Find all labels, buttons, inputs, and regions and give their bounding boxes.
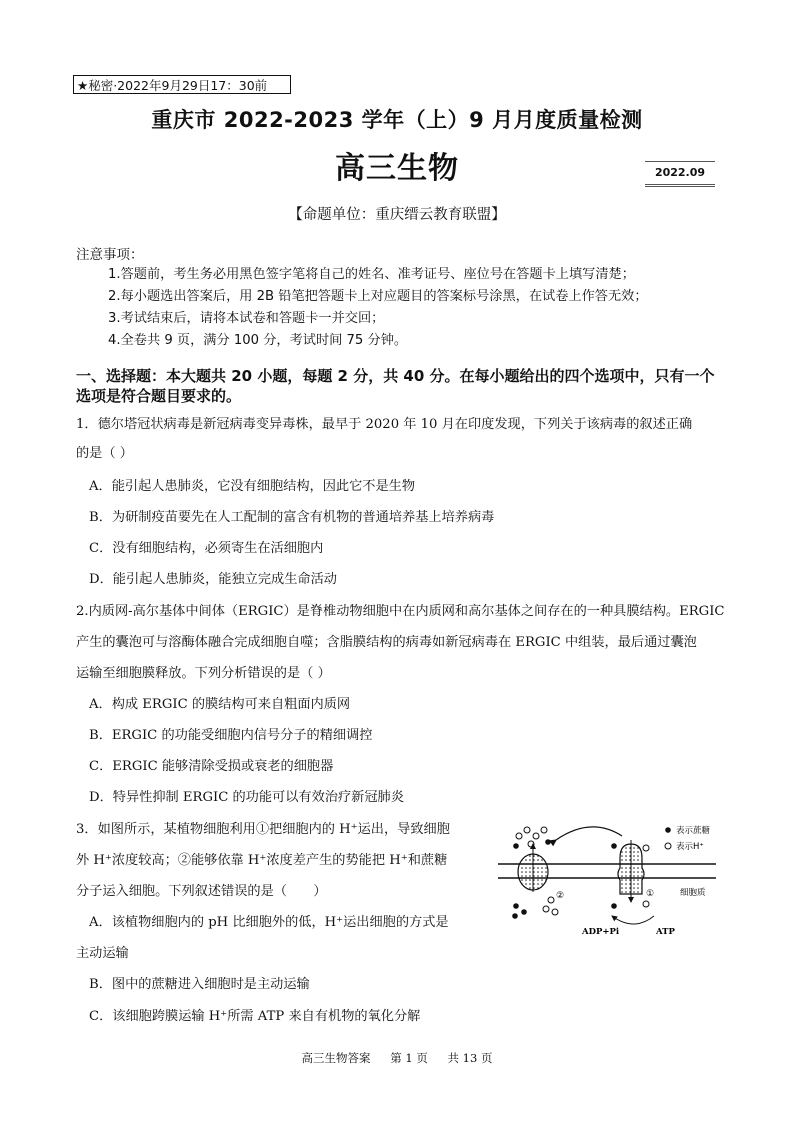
q1-option-a: A．能引起人患肺炎，它没有细胞结构，因此它不是生物: [89, 479, 416, 494]
q1-option-d: D．能引起人患肺炎，能独立完成生命活动: [89, 572, 337, 587]
mark-1-right: ①: [646, 889, 655, 899]
q1-option-c: C．没有细胞结构，必须寄生在活细胞内: [89, 541, 324, 556]
notes-list: [108, 264, 648, 352]
organizer-line: 【命题单位：重庆缙云教育联盟】: [288, 207, 506, 223]
subject-title: 高三生物: [335, 151, 459, 186]
membrane-transport-figure: [496, 822, 718, 940]
q3-option-c: C．该细胞跨膜运输 H⁺所需 ATP 来自有机物的氧化分解: [89, 1009, 421, 1024]
confidential-label: ★秘密·2022年9月29日17：30前: [73, 75, 291, 94]
legend-sucrose-text: 表示蔗糖: [676, 826, 711, 836]
q2-stem-line1: 2.内质网-高尔基体中间体（ERGIC）是脊椎动物细胞中在内质网和高尔基体之间存在的一种具膜结构。ERGIC: [76, 604, 725, 619]
q3-option-a-cont: 主动运输: [76, 946, 129, 961]
cytoplasm-label: 细胞质: [680, 888, 706, 898]
q3-option-b: B．图中的蔗糖进入细胞时是主动运输: [89, 977, 310, 992]
q1-stem-line2: 的是（ ）: [76, 446, 133, 461]
q3-option-a: A．该植物细胞内的 pH 比细胞外的低，H⁺运出细胞的方式是: [89, 915, 449, 930]
note-item: 1.答题前，考生务必用黑色签字笔将自己的姓名、准考证号、座位号在答题卡上填写清楚；: [108, 267, 635, 282]
notes-heading: 注意事项：: [76, 247, 144, 263]
mark-2-left: ②: [556, 891, 565, 901]
footer-subject: 高三生物答案: [301, 1051, 371, 1065]
atp-label: ATP: [656, 927, 675, 937]
page-footer: [0, 1050, 794, 1066]
q2-stem-line2: 产生的囊泡可与溶酶体融合完成细胞自噬；含脂膜结构的病毒如新冠病毒在 ERGIC 中组装，最后通过囊泡: [76, 635, 697, 650]
q3-stem-line3: 分子运入细胞。下列叙述错误的是（ ）: [76, 884, 327, 899]
adp-label: ADP+Pi: [582, 927, 620, 937]
footer-page: 第 1 页: [390, 1051, 428, 1065]
q2-stem-line3: 运输至细胞膜释放。下列分析错误的是（ ）: [76, 666, 331, 681]
q2-option-a: A．构成 ERGIC 的膜结构可来自粗面内质网: [89, 697, 351, 712]
footer-total: 共 13 页: [447, 1051, 493, 1065]
note-item: 3.考试结束后，请将本试卷和答题卡一并交回；: [108, 311, 385, 326]
q2-option-b: B．ERGIC 的功能受细胞内信号分子的精细调控: [89, 728, 373, 743]
section-heading: 一、选择题：本大题共 20 小题，每题 2 分，共 40 分。在每小题给出的四个选项中，只有一个选项是符合题目要求的。: [76, 367, 715, 405]
q3-stem-line1: 3．如图所示，某植物细胞利用①把细胞内的 H⁺运出，导致细胞: [76, 822, 450, 837]
note-item: 2.每小题选出答案后，用 2B 铅笔把答题卡上对应题目的答案标号涂黑，在试卷上作答无效；: [108, 289, 648, 304]
q2-option-c: C．ERGIC 能够清除受损或衰老的细胞器: [89, 759, 334, 774]
legend-h-marker: [665, 843, 671, 849]
q3-stem-line2: 外 H⁺浓度较高；②能够依靠 H⁺浓度差产生的势能把 H⁺和蔗糖: [76, 853, 448, 868]
q2-option-d: D．特异性抑制 ERGIC 的功能可以有效治疗新冠肺炎: [89, 790, 404, 805]
q1-option-b: B．为研制疫苗要先在人工配制的富含有机物的普通培养基上培养病毒: [89, 510, 495, 525]
q1-stem-line1: 1．德尔塔冠状病毒是新冠病毒变异毒株，最早于 2020 年 10 月在印度发现，下列关于该病毒的叙述正确: [76, 417, 693, 432]
legend-h-text: 表示H⁺: [676, 842, 704, 852]
exam-title: 重庆市 2022-2023 学年（上）9 月月度质量检测: [151, 108, 643, 132]
legend-sucrose-marker: [665, 827, 671, 833]
note-item: 4.全卷共 9 页，满分 100 分，考试时间 75 分钟。: [108, 333, 408, 348]
date-stamp: 2022.09: [645, 161, 715, 187]
